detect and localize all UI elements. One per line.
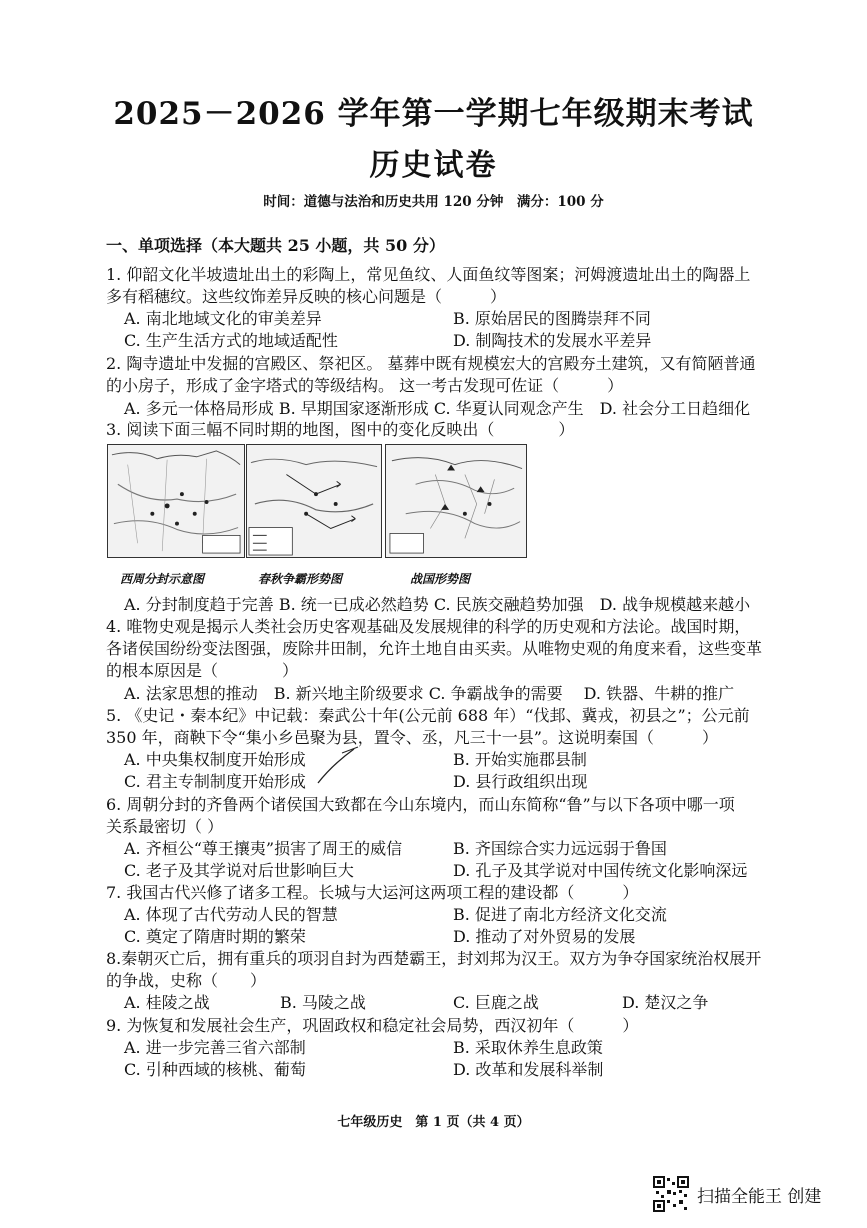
map-caption-western-zhou: 西周分封示意图 [120, 572, 205, 586]
pen-mark [310, 745, 360, 785]
question-7-line-1: 7. 我国古代兴修了诸多工程。长城与大运河这两项工程的建设都（ ） [106, 883, 639, 902]
question-9-option-c: C. 引种西域的核桃、葡萄 [124, 1060, 306, 1079]
question-5-option-b: B. 开始实施郡县制 [453, 750, 587, 769]
question-6-option-c: C. 老子及其学说对后世影响巨大 [124, 861, 354, 880]
question-6-line-2: 关系最密切（ ） [106, 817, 224, 836]
question-8-option-c: C. 巨鹿之战 [453, 993, 539, 1012]
question-4-line-2: 各诸侯国纷纷变法图强，废除井田制，允许土地自由买卖。从唯物史观的角度来看，这些变革 [106, 639, 763, 658]
question-7-option-a: A. 体现了古代劳动人民的智慧 [124, 905, 338, 924]
question-3-options: A. 分封制度趋于完善 B. 统一已成必然趋势 C. 民族交融趋势加强 D. 战争规模越来越小 [124, 595, 751, 614]
question-5-line-2: 350 年，商鞅下令“集小乡邑聚为县，置令、丞，凡三十一县”。这说明秦国（ ） [106, 728, 718, 747]
question-5-line-1: 5. 《史记・秦本纪》中记载：秦武公十年(公元前 688 年）“伐邽、冀戎，初县之”；公元前 [106, 706, 750, 725]
exam-meta: 时间：道德与法治和历史共用 120 分钟 满分：100 分 [263, 194, 604, 210]
page-footer: 七年级历史 第 1 页（共 4 页） [337, 1115, 530, 1130]
question-9-option-b: B. 采取休养生息政策 [453, 1038, 603, 1057]
question-7-option-d: D. 推动了对外贸易的发展 [453, 927, 636, 946]
question-5-option-a: A. 中央集权制度开始形成 [124, 750, 306, 769]
question-5-option-d: D. 县行政组织出现 [453, 772, 588, 791]
qr-code-icon [653, 1176, 689, 1212]
question-2-line-2: 的小房子，形成了金字塔式的等级结构。 这一考古发现可佐证（ ） [106, 376, 624, 395]
question-2-options: A. 多元一体格局形成 B. 早期国家逐渐形成 C. 华夏认同观念产生 D. 社会分工日趋细化 [124, 399, 751, 418]
question-5-option-c: C. 君主专制制度开始形成 [124, 772, 306, 791]
question-9-option-a: A. 进一步完善三省六部制 [124, 1038, 306, 1057]
section-heading: 一、单项选择（本大题共 25 小题，共 50 分） [106, 236, 445, 255]
question-6-option-d: D. 孔子及其学说对中国传统文化影响深远 [453, 861, 748, 880]
question-3-line-1: 3. 阅读下面三幅不同时期的地图，图中的变化反映出（ ） [106, 420, 575, 439]
question-9-option-d: D. 改革和发展科举制 [453, 1060, 604, 1079]
western-zhou-map [107, 444, 245, 558]
question-6-line-1: 6. 周朝分封的齐鲁两个诸侯国大致都在今山东境内，而山东简称“鲁”与以下各项中哪一项 [106, 795, 735, 814]
question-4-line-1: 4. 唯物史观是揭示人类社会历史客观基础及发展规律的科学的历史观和方法论。战国时期， [106, 617, 751, 636]
question-1-option-d: D. 制陶技术的发展水平差异 [453, 331, 652, 350]
question-7-option-b: B. 促进了南北方经济文化交流 [453, 905, 667, 924]
exam-subtitle: 历史试卷 [369, 148, 498, 183]
exam-title: 2025－2026 学年第一学期七年级期末考试 [113, 96, 754, 132]
question-8-option-b: B. 马陵之战 [280, 993, 366, 1012]
scanner-watermark [653, 1175, 821, 1213]
warring-states-map [385, 444, 527, 558]
question-4-options: A. 法家思想的推动 B. 新兴地主阶级要求 C. 争霸战争的需要 D. 铁器、牛耕的推广 [124, 684, 735, 703]
question-7-option-c: C. 奠定了隋唐时期的繁荣 [124, 927, 306, 946]
spring-autumn-map [246, 444, 382, 558]
question-8-line-1: 8.秦朝灭亡后，拥有重兵的项羽自封为西楚霸王，封刘邦为汉王。双方为争夺国家统治权展开 [106, 949, 762, 968]
question-6-option-b: B. 齐国综合实力远远弱于鲁国 [453, 839, 667, 858]
question-8-option-d: D. 楚汉之争 [622, 993, 709, 1012]
scanner-text: 扫描全能王 创建 [697, 1186, 822, 1207]
historical-maps [107, 444, 527, 558]
map-caption-spring-autumn: 春秋争霸形势图 [258, 572, 343, 586]
question-4-line-3: 的根本原因是（ ） [106, 661, 299, 680]
question-1-line-2: 多有稻穗纹。这些纹饰差异反映的核心问题是（ ） [106, 287, 507, 306]
question-6-option-a: A. 齐桓公“尊王攘夷”损害了周王的威信 [124, 839, 403, 858]
question-1-option-c: C. 生产生活方式的地域适配性 [124, 331, 338, 350]
question-8-line-2: 的争战，史称（ ） [106, 971, 267, 990]
question-1-option-b: B. 原始居民的图腾崇拜不同 [453, 309, 651, 328]
question-1-line-1: 1. 仰韶文化半坡遗址出土的彩陶上，常见鱼纹、人面鱼纹等图案；河姆渡遗址出土的陶器上 [106, 265, 751, 284]
question-1-option-a: A. 南北地域文化的审美差异 [124, 309, 322, 328]
map-caption-warring-states: 战国形势图 [410, 572, 471, 586]
question-2-line-1: 2. 陶寺遗址中发掘的宫殿区、祭祀区。 墓葬中既有规模宏大的宫殿夯土建筑，又有简陋普通 [106, 354, 756, 373]
question-9-line-1: 9. 为恢复和发展社会生产，巩固政权和稳定社会局势，西汉初年（ ） [106, 1016, 639, 1035]
question-8-option-a: A. 桂陵之战 [124, 993, 210, 1012]
